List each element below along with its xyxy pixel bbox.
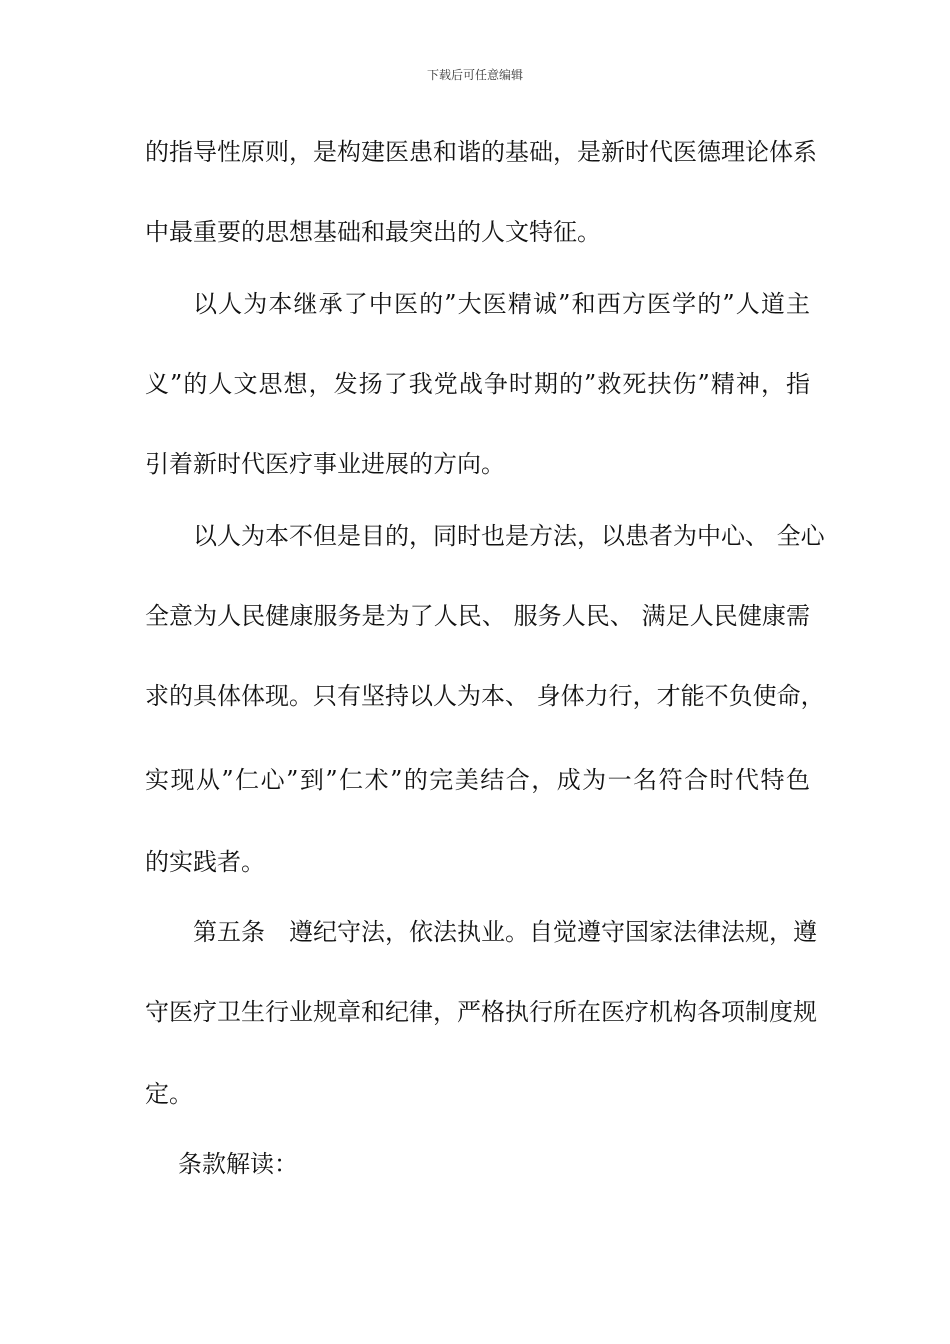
- page-header: 下载后可任意编辑: [426, 68, 523, 82]
- text-line: 义”的人文思想，发扬了我党战争时期的”救死扶伤”精神，指: [145, 370, 810, 398]
- paragraph-first-line: 以人为本不但是目的，同时也是方法，以患者为中心、 全心: [193, 522, 825, 550]
- text-line: 的指导性原则，是构建医患和谐的基础，是新时代医德理论体系: [145, 138, 817, 166]
- text-line: 求的具体体现。只有坚持以人为本、 身体力行，才能不负使命，: [145, 682, 825, 710]
- text-line: 的实践者。: [145, 848, 265, 876]
- text-line: 定。: [145, 1080, 193, 1108]
- section-label: 条款解读：: [178, 1150, 298, 1178]
- text-line: 全意为人民健康服务是为了人民、 服务人民、 满足人民健康需: [145, 602, 810, 630]
- text-line: 中最重要的思想基础和最突出的人文特征。: [145, 218, 601, 246]
- paragraph-first-line: 以人为本继承了中医的”大医精诚”和西方医学的”人道主: [193, 290, 810, 318]
- text-line: 引着新时代医疗事业进展的方向。: [145, 450, 505, 478]
- text-line: 守医疗卫生行业规章和纪律，严格执行所在医疗机构各项制度规: [145, 998, 817, 1026]
- article-heading-line: 第五条 遵纪守法，依法执业。自觉遵守国家法律法规，遵: [193, 918, 817, 946]
- text-line: 实现从”仁心”到”仁术”的完美结合，成为一名符合时代特色: [145, 766, 810, 794]
